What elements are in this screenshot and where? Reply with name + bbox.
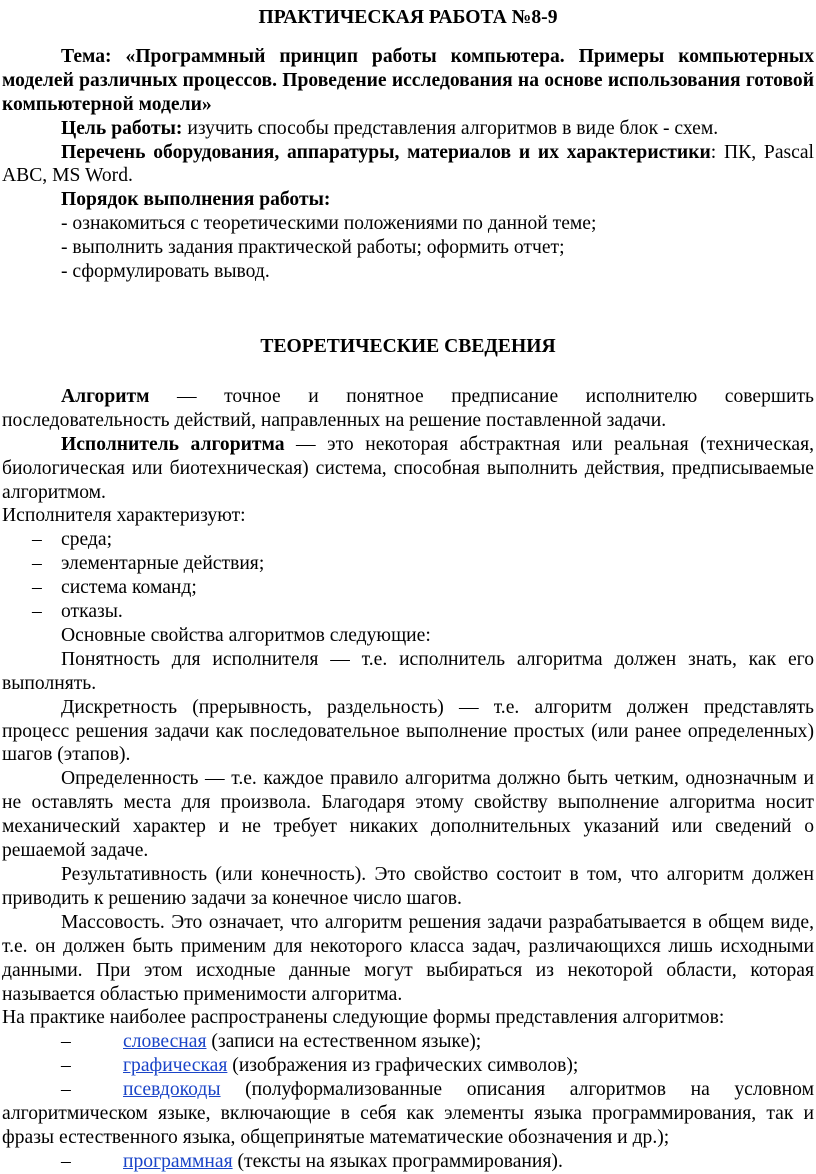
procedure-label: Порядок выполнения работы: (61, 189, 331, 211)
props-intro: Основные свойства алгоритмов следующие: (61, 624, 431, 646)
section-spacer (2, 284, 814, 335)
list-item (2, 528, 814, 552)
procedure-step: - ознакомиться с теоретическими положениями по данной теме; (61, 213, 597, 235)
list-item-text: система команд; (61, 577, 197, 599)
dash-bullet: – (32, 601, 42, 623)
form-link-graphic[interactable]: графическая (123, 1055, 228, 1077)
forms-list (2, 1030, 814, 1173)
list-item (2, 1030, 814, 1054)
dash-bullet: – (32, 529, 42, 551)
prop-discreteness: Дискретность (прерывность, раздельность) — т.е. алгоритм должен представлять процесс решения задачи как последовательное выполнение простых (или ранее определенных) шагов (этапов). (2, 696, 814, 766)
goal-text: изучить способы представления алгоритмов в виде блок - схем. (187, 117, 719, 139)
form-desc: (изображения из графических символов); (227, 1055, 579, 1077)
form-desc: (полуформализованные описания алгоритмов на условном алгоритмическом языке, включающие в себя как элементы языка программирования, так и фразы естественного языка, общепринятые математические обозначения и др.); (2, 1079, 814, 1148)
prop-determinacy: Определенность — т.е. каждое правило алгоритма должно быть четким, однозначным и не оставлять места для произвола. Благодаря этому свойству выполнение алгоритма носит механический характер и не требует никаких дополнительных указаний или сведений о решаемой задаче. (2, 768, 814, 862)
theory-heading: ТЕОРЕТИЧЕСКИЕ СВЕДЕНИЯ (260, 335, 556, 357)
prop-effectiveness: Результативность (или конечность). Это свойство состоит в том, что алгоритм должен приводить к решению задачи за конечное число шагов. (2, 864, 814, 909)
algorithm-def-text: — точное и понятное предписание исполнителю совершить последовательность действий, направленных на решение поставленной задачи. (2, 385, 814, 431)
executor-term: Исполнитель алгоритма (61, 433, 285, 455)
topic-label: Тема: (61, 45, 112, 67)
list-item-text: отказы. (61, 601, 123, 623)
forms-intro: На практике наиболее распространены следующие формы представления алгоритмов: (2, 1007, 725, 1029)
dash-bullet: – (61, 1150, 71, 1172)
list-item (2, 1078, 814, 1150)
topic-text: «Программный принцип работы компьютера. Примеры компьютерных моделей различных процессов. Проведение исследования на основе использования готовой компьютерной модели» (2, 45, 814, 115)
algorithm-term: Алгоритм (61, 385, 150, 407)
dash-bullet: – (61, 1055, 71, 1077)
list-item (2, 552, 814, 576)
list-item (2, 600, 814, 624)
form-link-program[interactable]: программная (123, 1150, 233, 1172)
form-desc: (записи на естественном языке); (206, 1031, 482, 1053)
dash-bullet: – (61, 1079, 71, 1101)
form-link-verbal[interactable]: словесная (123, 1031, 207, 1053)
goal-paragraph (2, 117, 814, 141)
list-item (2, 576, 814, 600)
topic-paragraph (2, 45, 814, 117)
page-title: ПРАКТИЧЕСКАЯ РАБОТА №8-9 (258, 7, 558, 28)
goal-label: Цель работы: (61, 117, 183, 139)
executor-char-list (2, 528, 814, 624)
executor-char-intro: Исполнителя характеризуют: (2, 505, 246, 527)
dash-bullet: – (61, 1031, 71, 1053)
procedure-step: - выполнить задания практической работы; оформить отчет; (61, 237, 565, 259)
equipment-label: Перечень оборудования, аппаратуры, материалов и их характеристики (61, 141, 711, 163)
list-item (2, 1054, 814, 1078)
list-item (2, 1150, 814, 1174)
dash-bullet: – (32, 577, 42, 599)
list-item-text: элементарные действия; (61, 553, 265, 575)
executor-definition (2, 433, 814, 505)
prop-mass: Массовость. Это означает, что алгоритм решения задачи разрабатывается в общем виде, т.е. он должен быть применим для некоторого класса задач, различающихся лишь исходными данными. При этом исходные данные могут выбираться из некоторой области, которая называется областью применимости алгоритма. (2, 911, 814, 1005)
executor-def-text: — это некоторая абстрактная или реальная (техническая, биологическая или биотехническая) система, способная выполнить действия, предписываемые алгоритмом. (2, 433, 814, 503)
list-item-text: среда; (61, 529, 113, 551)
equipment-text: : ПК, Pascal ABC, MS Word. (2, 141, 814, 187)
procedure-step: - сформулировать вывод. (61, 261, 270, 283)
dash-bullet: – (32, 553, 42, 575)
form-desc: (тексты на языках программирования). (232, 1150, 563, 1172)
algorithm-definition (2, 385, 814, 433)
prop-understandability: Понятность для исполнителя — т.е. исполнитель алгоритма должен знать, как его выполнять. (2, 648, 814, 694)
form-link-pseudocode[interactable]: псевдокоды (123, 1079, 221, 1101)
equipment-paragraph (2, 141, 814, 189)
